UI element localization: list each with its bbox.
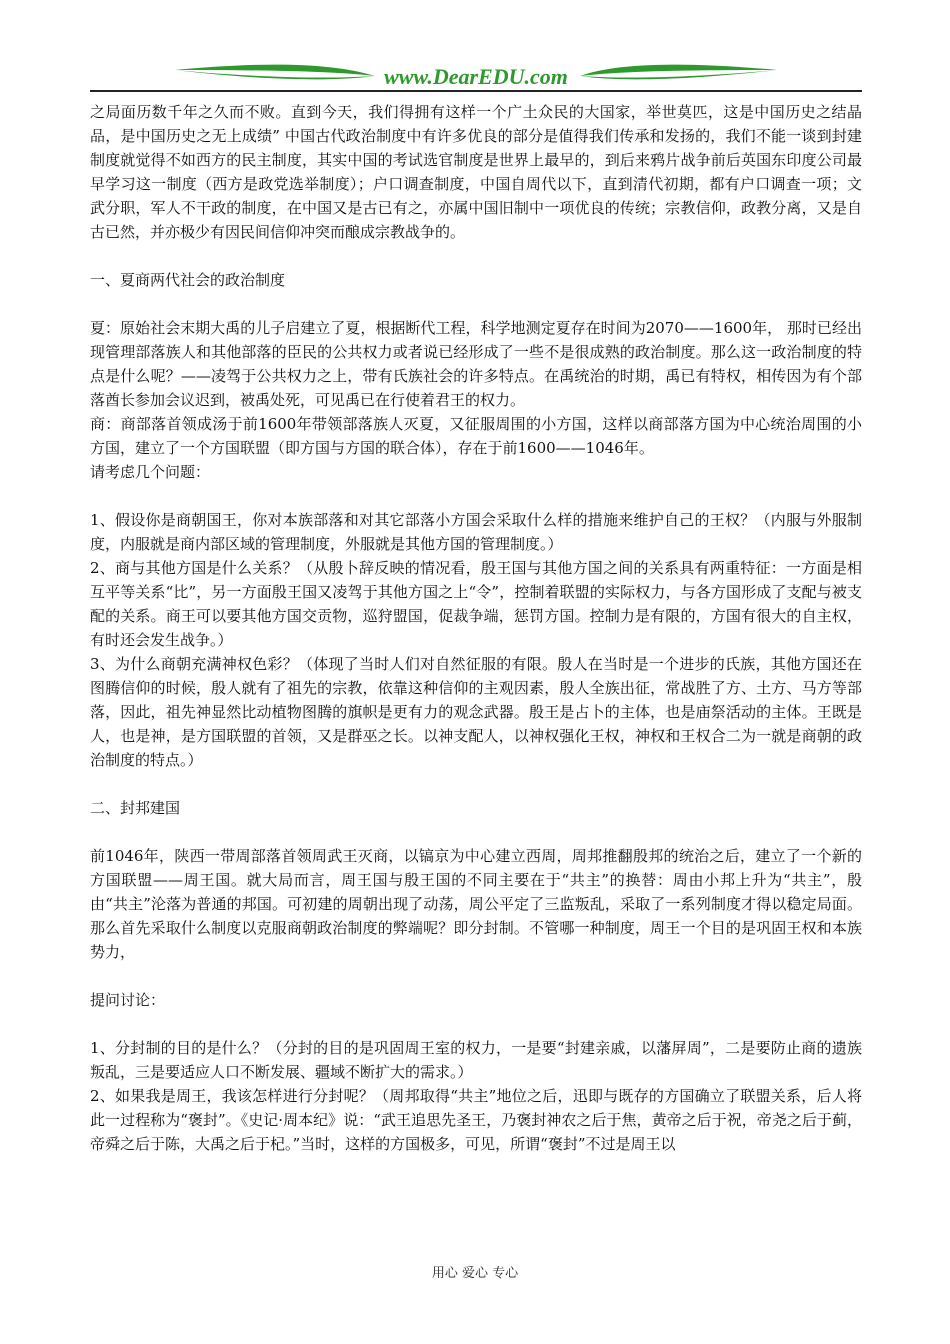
paragraph-spacer bbox=[90, 820, 862, 844]
document-body bbox=[90, 100, 862, 1156]
paragraph: 3、为什么商朝充满神权色彩？（体现了当时人们对自然征服的有限。殷人在当时是一个进步的氏族，其他方国还在图腾信仰的时候，殷人就有了祖先的宗教，依靠这种信仰的主观因素，殷人全族出征，常战胜了方、土方、马方等部落，因此，祖先神显然比动植物图腾的旗帜是更有力的观念武器。殷王是占卜的主体，也是庙祭活动的主体。王既是人，也是神，是方国联盟的首领，又是群巫之长。以神支配人，以神权强化王权，神权和王权合二为一就是商朝的政治制度的特点。） bbox=[90, 655, 862, 769]
paragraph: 前1046年，陕西一带周部落首领周武王灭商，以镐京为中心建立西周，周邦推翻殷邦的统治之后，建立了一个新的方国联盟——周王国。就大局而言，周王国与殷王国的不同主要在于“共主”的换替：周由小邦上升为“共主”，殷由“共主”沦落为普通的邦国。可初建的周朝出现了动荡，周公平定了三监叛乱，采取了一系列制度才得以稳定局面。那么首先采取什么制度以克服商朝政治制度的弊端呢？即分封制。不管哪一种制度，周王一个目的是巩固王权和本族势力， bbox=[90, 847, 862, 961]
site-logo-text: www.DearEDU.com bbox=[384, 64, 568, 89]
paragraph: 夏：原始社会末期大禹的儿子启建立了夏，根据断代工程，科学地测定夏存在时间为2070——1600年， 那时已经出现管理部落族人和其他部落的臣民的公共权力或者说已经形成了一些不是很成熟的政治制度。那么这一政治制度的特点是什么呢？——凌驾于公共权力之上，带有氏族社会的许多特点。在禹统治的时期，禹已有特权，相传因为有个部落酋长参加会议迟到，被禹处死，可见禹已在行使着君王的权力。 bbox=[90, 319, 862, 409]
paragraph-spacer bbox=[90, 244, 862, 268]
paragraph-spacer bbox=[90, 1012, 862, 1036]
paragraph-spacer bbox=[90, 964, 862, 988]
header-swoosh-graphic bbox=[90, 58, 862, 92]
paragraph: 二、封邦建国 bbox=[90, 799, 181, 817]
paragraph-spacer bbox=[90, 484, 862, 508]
paragraph: 请考虑几个问题： bbox=[90, 463, 211, 481]
paragraph: 之局面历数千年之久而不败。直到今天，我们得拥有这样一个广土众民的大国家，举世莫匹，这是中国历史之结晶品，是中国历史之无上成绩” 中国古代政治制度中有许多优良的部分是值得我们传承和发扬的，我们不能一谈到封建制度就觉得不如西方的民主制度，其实中国的考试选官制度是世界上最早的，到后来鸦片战争前后英国东印度公司最早学习这一制度（西方是政党选举制度）；户口调查制度，中国自周代以下，直到清代初期，都有户口调查一项；文武分职，军人不干政的制度，在中国又是古已有之，亦属中国旧制中一项优良的传统；宗教信仰，政教分离，又是自古已然，并亦极少有因民间信仰冲突而酿成宗教战争的。 bbox=[90, 103, 862, 241]
paragraph: 1、分封制的目的是什么？（分封的目的是巩固周王室的权力，一是要“封建亲戚，以藩屏周”，二是要防止商的遗族叛乱，三是要适应人口不断发展、疆域不断扩大的需求。） bbox=[90, 1039, 862, 1081]
paragraph: 提问讨论： bbox=[90, 991, 166, 1009]
paragraph-spacer bbox=[90, 772, 862, 796]
header-divider bbox=[90, 90, 862, 92]
paragraph: 一、夏商两代社会的政治制度 bbox=[90, 271, 286, 289]
site-header-banner bbox=[90, 58, 862, 92]
paragraph: 商：商部落首领成汤于前1600年带领部落族人灭夏，又征服周围的小方国，这样以商部落方国为中心统治周围的小方国，建立了一个方国联盟（即方国与方国的联合体），存在于前1600——1046年。 bbox=[90, 415, 862, 457]
paragraph-spacer bbox=[90, 292, 862, 316]
page-footer: 用心 爱心 专心 bbox=[431, 1266, 519, 1281]
paragraph: 2、商与其他方国是什么关系？（从殷卜辞反映的情况看，殷王国与其他方国之间的关系具有两重特征：一方面是相互平等关系“比”，另一方面殷王国又凌驾于其他方国之上“令”，控制着联盟的实际权力，与各方国形成了支配与被支配的关系。商王可以要其他方国交贡物，巡狩盟国，促裁争端，惩罚方国。控制力是有限的，方国有很大的自主权，有时还会发生战争。） bbox=[90, 559, 862, 649]
paragraph: 2、如果我是周王，我该怎样进行分封呢？（周邦取得“共主”地位之后，迅即与既存的方国确立了联盟关系，后人将此一过程称为“褒封”。《史记·周本纪》说：“武王追思先圣王，乃褒封神农之后于焦，黄帝之后于祝，帝尧之后于蓟，帝舜之后于陈，大禹之后于杞。”当时，这样的方国极多，可见，所谓“褒封”不过是周王以 bbox=[90, 1087, 862, 1153]
paragraph: 1、假设你是商朝国王，你对本族部落和对其它部落小方国会采取什么样的措施来维护自己的王权？（内服与外服制度，内服就是商内部区域的管理制度，外服就是其他方国的管理制度。） bbox=[90, 511, 862, 553]
